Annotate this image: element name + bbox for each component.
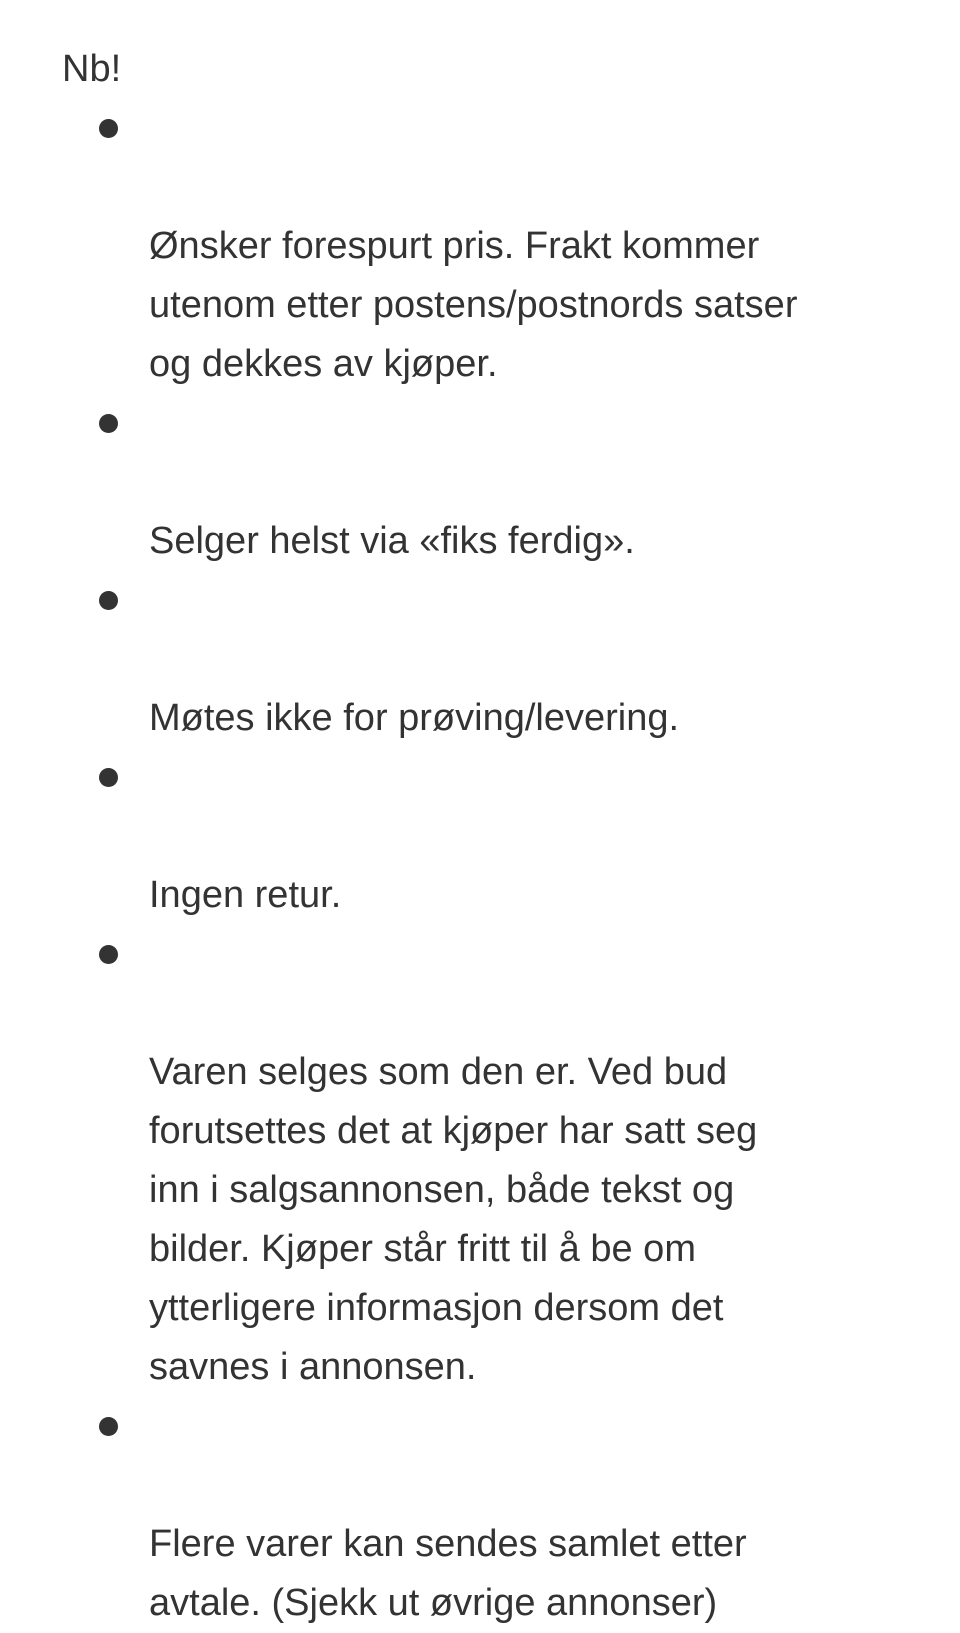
note-heading: Nb! <box>62 48 122 90</box>
list-item <box>62 394 942 571</box>
list-item <box>62 748 942 925</box>
bullet-icon <box>99 119 118 138</box>
list-item-text: Varen selges som den er. Ved bud forutsettes det at kjøper har satt seg inn i salgsannonsen, både tekst og bilder. Kjøper står fritt til å be om ytterligere informasjon dersom det savnes i annonsen. <box>149 1051 758 1388</box>
note-container <box>62 40 942 1633</box>
bullet-icon <box>99 1417 118 1436</box>
bullet-list <box>62 99 942 1633</box>
list-item-text: Flere varer kan sendes samlet etter avtale. (Sjekk ut øvrige annonser) <box>149 1523 747 1624</box>
list-item <box>62 571 942 748</box>
list-item-text: Selger helst via «fiks ferdig». <box>149 520 635 562</box>
bullet-icon <box>99 945 118 964</box>
bullet-icon <box>99 768 118 787</box>
list-item-text: Ønsker forespurt pris. Frakt kommer utenom etter postens/postnords satser og dekkes av kjøper. <box>149 225 798 385</box>
list-item-text: Ingen retur. <box>149 874 342 916</box>
bullet-icon <box>99 591 118 610</box>
list-item-text: Møtes ikke for prøving/levering. <box>149 697 680 739</box>
bullet-icon <box>99 414 118 433</box>
list-item <box>62 1397 942 1633</box>
list-item <box>62 99 942 394</box>
list-item <box>62 925 942 1397</box>
